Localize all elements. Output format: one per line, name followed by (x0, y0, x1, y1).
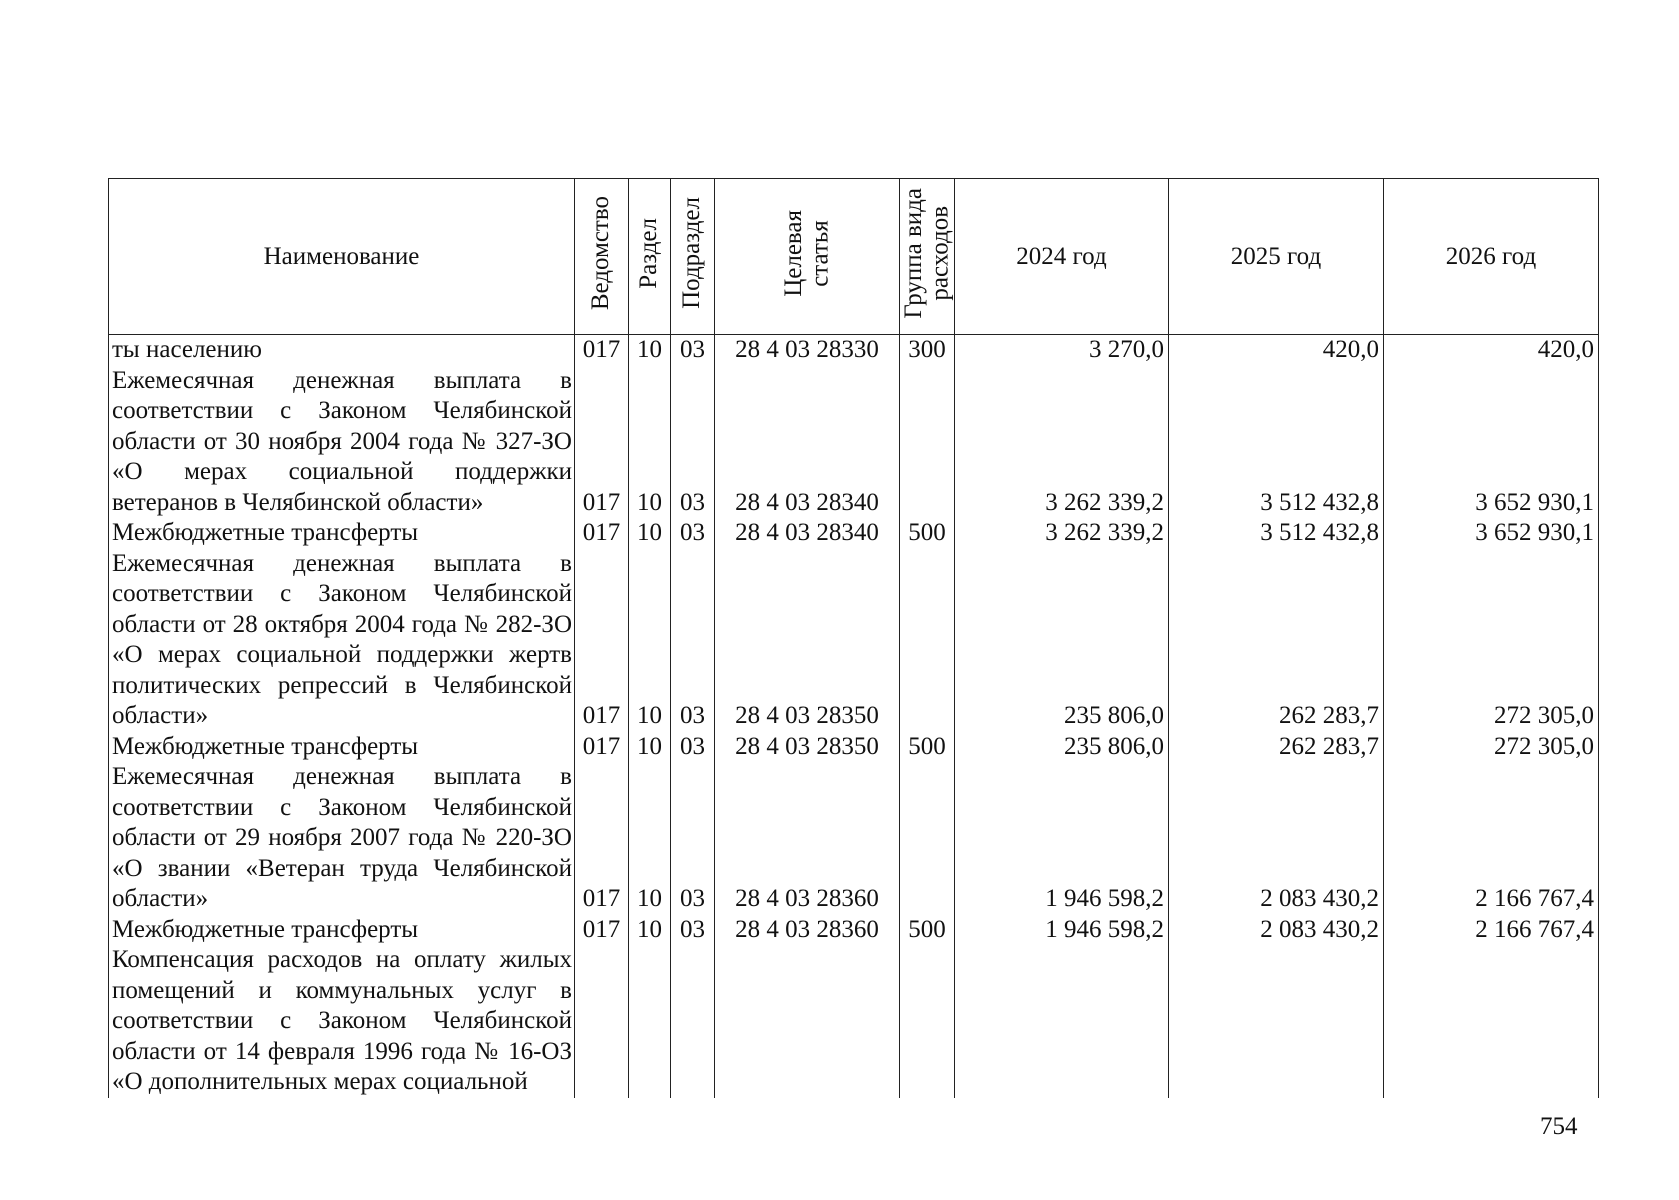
cell-razdel: 10 (629, 518, 671, 549)
cell-vedomstvo: 017 (575, 762, 629, 915)
cell-2026: 3 652 930,1 (1384, 518, 1599, 549)
cell-podrazdel: 03 (671, 518, 715, 549)
cell-vedomstvo: 017 (575, 915, 629, 946)
cell-vedomstvo: 017 (575, 518, 629, 549)
cell-2024: 235 806,0 (955, 549, 1169, 732)
table-header-row (109, 179, 1599, 335)
cell-2024: 3 262 339,2 (955, 366, 1169, 519)
cell-2026: 2 166 767,4 (1384, 915, 1599, 946)
cell-gruppa (900, 366, 955, 519)
cell-vedomstvo: 017 (575, 732, 629, 763)
table-row (109, 732, 1599, 763)
cell-2026: 420,0 (1384, 335, 1599, 366)
cell-name: Ежемесячная денежная выплата в соответствии с Законом Челябинской области от 28 октября 2004 года № 282-ЗО «О мерах социальной поддержки жертв политических репрессий в Челябинской области» (109, 549, 575, 732)
cell-name: Ежемесячная денежная выплата в соответствии с Законом Челябинской области от 30 ноября 2004 года № 327-ЗО «О мерах социальной поддержки ветеранов в Челябинской области» (109, 366, 575, 519)
cell-podrazdel: 03 (671, 762, 715, 915)
table-row (109, 335, 1599, 366)
cell-razdel: 10 (629, 366, 671, 519)
cell-2024: 3 262 339,2 (955, 518, 1169, 549)
cell-name: Ежемесячная денежная выплата в соответствии с Законом Челябинской области от 29 ноября 2007 года № 220-ЗО «О звании «Ветеран труда Челябинской области» (109, 762, 575, 915)
cell-celevaya-statya: 28 4 03 28350 (715, 732, 900, 763)
cell-razdel: 10 (629, 335, 671, 366)
cell-name: ты населению (109, 335, 575, 366)
cell-gruppa: 500 (900, 915, 955, 946)
cell-celevaya-statya: 28 4 03 28360 (715, 915, 900, 946)
cell-gruppa: 500 (900, 518, 955, 549)
cell-celevaya-statya: 28 4 03 28330 (715, 335, 900, 366)
cell-2025: 262 283,7 (1169, 549, 1384, 732)
table-row (109, 915, 1599, 946)
cell-razdel: 10 (629, 732, 671, 763)
cell-2024: 3 270,0 (955, 335, 1169, 366)
cell-2025: 420,0 (1169, 335, 1384, 366)
cell-vedomstvo: 017 (575, 366, 629, 519)
header-2026: 2026 год (1384, 179, 1599, 335)
table-row (109, 518, 1599, 549)
cell-vedomstvo: 017 (575, 549, 629, 732)
cell-2026 (1384, 945, 1599, 1098)
cell-name: Межбюджетные трансферты (109, 518, 575, 549)
header-razdel: Раздел (629, 179, 671, 335)
cell-podrazdel: 03 (671, 366, 715, 519)
cell-2024: 235 806,0 (955, 732, 1169, 763)
cell-name: Компенсация расходов на оплату жилых помещений и коммунальных услуг в соответствии с Законом Челябинской области от 14 февраля 1996 года № 16-ОЗ «О дополнительных мерах социальной (109, 945, 575, 1098)
cell-celevaya-statya (715, 945, 900, 1098)
cell-2025: 2 083 430,2 (1169, 915, 1384, 946)
table-row (109, 762, 1599, 915)
cell-celevaya-statya: 28 4 03 28360 (715, 762, 900, 915)
header-name: Наименование (109, 179, 575, 335)
cell-gruppa: 500 (900, 732, 955, 763)
cell-razdel: 10 (629, 762, 671, 915)
cell-2026: 272 305,0 (1384, 549, 1599, 732)
cell-gruppa (900, 549, 955, 732)
cell-2026: 3 652 930,1 (1384, 366, 1599, 519)
cell-gruppa (900, 762, 955, 915)
table-row (109, 945, 1599, 1098)
page-number: 754 (1540, 1113, 1578, 1140)
header-gruppa-vida-rashodov: Группа вида расходов (900, 179, 955, 335)
cell-podrazdel: 03 (671, 335, 715, 366)
cell-celevaya-statya: 28 4 03 28340 (715, 518, 900, 549)
header-2024: 2024 год (955, 179, 1169, 335)
header-2025: 2025 год (1169, 179, 1384, 335)
cell-razdel (629, 945, 671, 1098)
cell-vedomstvo: 017 (575, 335, 629, 366)
cell-2025: 2 083 430,2 (1169, 762, 1384, 915)
cell-2025: 262 283,7 (1169, 732, 1384, 763)
cell-celevaya-statya: 28 4 03 28350 (715, 549, 900, 732)
table-row (109, 366, 1599, 519)
cell-2026: 272 305,0 (1384, 732, 1599, 763)
table-row (109, 549, 1599, 732)
cell-celevaya-statya: 28 4 03 28340 (715, 366, 900, 519)
cell-gruppa: 300 (900, 335, 955, 366)
cell-2025 (1169, 945, 1384, 1098)
cell-2025: 3 512 432,8 (1169, 366, 1384, 519)
cell-2024: 1 946 598,2 (955, 762, 1169, 915)
cell-podrazdel (671, 945, 715, 1098)
cell-vedomstvo (575, 945, 629, 1098)
cell-name: Межбюджетные трансферты (109, 915, 575, 946)
cell-podrazdel: 03 (671, 732, 715, 763)
cell-gruppa (900, 945, 955, 1098)
header-podrazdel: Подраздел (671, 179, 715, 335)
cell-2026: 2 166 767,4 (1384, 762, 1599, 915)
cell-2024: 1 946 598,2 (955, 915, 1169, 946)
header-vedomstvo: Ведомство (575, 179, 629, 335)
budget-table (108, 178, 1599, 1098)
cell-razdel: 10 (629, 915, 671, 946)
cell-podrazdel: 03 (671, 915, 715, 946)
cell-2025: 3 512 432,8 (1169, 518, 1384, 549)
cell-podrazdel: 03 (671, 549, 715, 732)
cell-name: Межбюджетные трансферты (109, 732, 575, 763)
cell-razdel: 10 (629, 549, 671, 732)
header-celevaya-statya: Целевая статья (715, 179, 900, 335)
cell-2024 (955, 945, 1169, 1098)
